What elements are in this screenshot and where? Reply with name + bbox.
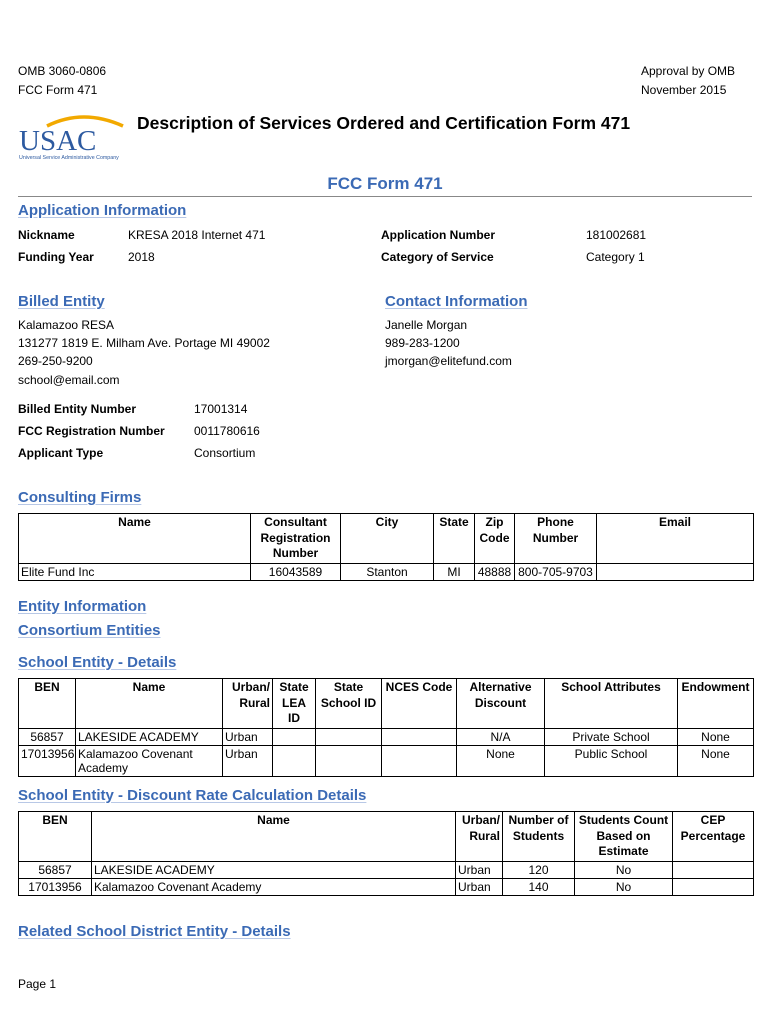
column-header: NCES Code	[382, 679, 457, 729]
cell-ben: 56857	[19, 861, 92, 878]
entity-information-heading: Entity Information	[18, 598, 147, 615]
billed-entity-number-label: Billed Entity Number	[18, 402, 137, 416]
contact-name: Janelle Morgan	[385, 318, 468, 332]
cell-ben: 56857	[19, 728, 76, 745]
cell-zip: 48888	[475, 563, 515, 580]
cell-name: Kalamazoo Covenant Academy	[92, 878, 456, 895]
consortium-entities-heading: Consortium Entities	[18, 622, 161, 639]
column-header: Alternative Discount	[457, 679, 545, 729]
cell-urban: Urban	[223, 728, 273, 745]
application-number-value: 181002681	[586, 228, 647, 242]
column-header: State LEA ID	[273, 679, 316, 729]
column-header: State	[434, 514, 475, 564]
column-header: CEP Percentage	[673, 812, 754, 862]
nickname-value: KRESA 2018 Internet 471	[128, 228, 266, 242]
usac-logo	[17, 112, 135, 162]
column-header: Number of Students	[503, 812, 575, 862]
cell-attributes: Private School	[545, 728, 678, 745]
cell-name: LAKESIDE ACADEMY	[76, 728, 223, 745]
column-header: Urban/ Rural	[223, 679, 273, 729]
column-header: Consultant Registration Number	[251, 514, 341, 564]
column-header: Students Count Based on Estimate	[575, 812, 673, 862]
contact-information-heading: Contact Information	[385, 293, 528, 310]
billed-entity-name: Kalamazoo RESA	[18, 318, 115, 332]
cell-students: 140	[503, 878, 575, 895]
related-district-heading: Related School District Entity - Details	[18, 923, 291, 940]
cell-ben: 17013956	[19, 878, 92, 895]
cell-registration: 16043589	[251, 563, 341, 580]
column-header: State School ID	[316, 679, 382, 729]
cell-school-id	[316, 745, 382, 776]
cell-school-id	[316, 728, 382, 745]
billed-entity-email: school@email.com	[18, 373, 120, 387]
cell-phone: 800-705-9703	[515, 563, 597, 580]
column-header: Name	[92, 812, 456, 862]
funding-year-label: Funding Year	[18, 250, 94, 264]
billed-entity-address: 131277 1819 E. Milham Ave. Portage MI 49002	[18, 336, 270, 350]
header-divider	[18, 196, 752, 197]
cell-email	[597, 563, 754, 580]
table-row	[19, 861, 754, 878]
column-header: BEN	[19, 812, 92, 862]
school-entity-details-heading: School Entity - Details	[18, 654, 177, 671]
discount-rate-heading: School Entity - Discount Rate Calculation Details	[18, 787, 367, 804]
consulting-firms-table	[18, 513, 754, 581]
table-row	[19, 878, 754, 895]
form-number: FCC Form 471	[18, 83, 98, 97]
cell-endowment: None	[678, 728, 754, 745]
cell-name: LAKESIDE ACADEMY	[92, 861, 456, 878]
cell-endowment: None	[678, 745, 754, 776]
table-row	[19, 728, 754, 745]
form-title: FCC Form 471	[327, 174, 443, 193]
cell-state: MI	[434, 563, 475, 580]
usac-logo-text: USAC	[19, 125, 97, 157]
cell-cep	[673, 878, 754, 895]
contact-email: jmorgan@elitefund.com	[385, 354, 512, 368]
column-header: Email	[597, 514, 754, 564]
table-row	[19, 563, 754, 580]
cell-nces	[382, 745, 457, 776]
category-value: Category 1	[586, 250, 645, 264]
nickname-label: Nickname	[18, 228, 75, 242]
category-label: Category of Service	[381, 250, 494, 264]
billed-entity-number-value: 17001314	[194, 402, 248, 416]
applicant-type-value: Consortium	[194, 446, 256, 460]
cell-urban: Urban	[223, 745, 273, 776]
column-header: Urban/ Rural	[456, 812, 503, 862]
cell-cep	[673, 861, 754, 878]
column-header: City	[341, 514, 434, 564]
cell-urban: Urban	[456, 878, 503, 895]
cell-alt-discount: N/A	[457, 728, 545, 745]
cell-name: Kalamazoo Covenant Academy	[76, 745, 223, 776]
table-header-row	[19, 514, 754, 564]
cell-alt-discount: None	[457, 745, 545, 776]
table-header-row	[19, 812, 754, 862]
column-header: Phone Number	[515, 514, 597, 564]
column-header: Endowment	[678, 679, 754, 729]
page-number: Page 1	[18, 977, 57, 991]
cell-nces	[382, 728, 457, 745]
column-header: School Attributes	[545, 679, 678, 729]
applicant-type-label: Applicant Type	[18, 446, 104, 460]
school-entity-details-table	[18, 678, 754, 777]
omb-approval-date: November 2015	[641, 83, 727, 97]
cell-city: Stanton	[341, 563, 434, 580]
contact-phone: 989-283-1200	[385, 336, 460, 350]
cell-lea-id	[273, 728, 316, 745]
omb-number: OMB 3060-0806	[18, 64, 107, 78]
cell-students: 120	[503, 861, 575, 878]
cell-estimate: No	[575, 878, 673, 895]
table-row	[19, 745, 754, 776]
funding-year-value: 2018	[128, 250, 155, 264]
column-header: Zip Code	[475, 514, 515, 564]
discount-rate-table	[18, 811, 754, 896]
cell-name: Elite Fund Inc	[19, 563, 251, 580]
column-header: BEN	[19, 679, 76, 729]
cell-attributes: Public School	[545, 745, 678, 776]
application-information-heading: Application Information	[18, 202, 187, 219]
fcc-registration-label: FCC Registration Number	[18, 424, 165, 438]
consulting-firms-heading: Consulting Firms	[18, 489, 142, 506]
fcc-registration-value: 0011780616	[194, 424, 260, 438]
usac-logo-tagline: Universal Service Administrative Company	[19, 155, 119, 161]
column-header: Name	[76, 679, 223, 729]
page-title: Description of Services Ordered and Certification Form 471	[137, 113, 631, 133]
cell-ben: 17013956	[19, 745, 76, 776]
cell-urban: Urban	[456, 861, 503, 878]
application-number-label: Application Number	[381, 228, 496, 242]
cell-estimate: No	[575, 861, 673, 878]
table-header-row	[19, 679, 754, 729]
omb-approval: Approval by OMB	[641, 64, 736, 78]
billed-entity-phone: 269-250-9200	[18, 354, 93, 368]
column-header: Name	[19, 514, 251, 564]
billed-entity-heading: Billed Entity	[18, 293, 105, 310]
cell-lea-id	[273, 745, 316, 776]
